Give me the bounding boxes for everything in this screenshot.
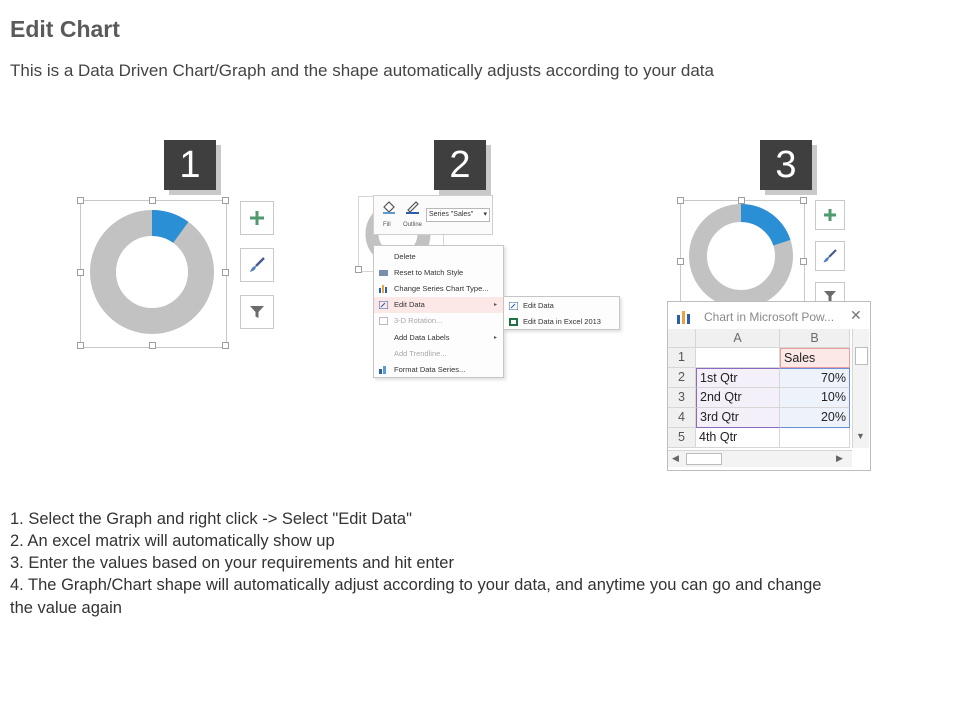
brush-icon xyxy=(822,248,838,264)
menu-item-label: Add Data Labels xyxy=(394,333,450,342)
brush-icon xyxy=(248,256,266,274)
resize-handle[interactable] xyxy=(222,197,229,204)
resize-handle[interactable] xyxy=(800,258,807,265)
resize-handle[interactable] xyxy=(77,269,84,276)
format-icon xyxy=(379,366,388,374)
menu-item-format-data-series[interactable] xyxy=(374,362,503,378)
format-mini-toolbar xyxy=(373,195,493,235)
menu-item-label: Change Series Chart Type... xyxy=(394,284,489,293)
menu-item-delete[interactable] xyxy=(374,249,503,265)
chevron-right-icon: ▸ xyxy=(493,335,497,341)
menu-item-label: Delete xyxy=(394,252,416,261)
menu-item-add-data-labels[interactable] xyxy=(374,330,503,346)
menu-item-add-trendline[interactable] xyxy=(374,346,503,362)
instruction-line-1: 1. Select the Graph and right click -> Select "Edit Data" xyxy=(10,510,412,528)
cell-b1[interactable]: Sales xyxy=(780,348,850,368)
cell-a1[interactable] xyxy=(696,348,780,368)
column-header-a[interactable]: A xyxy=(696,329,780,348)
menu-item-label: Edit Data in Excel 2013 xyxy=(523,317,601,326)
menu-item-3d-rotation[interactable] xyxy=(374,313,503,329)
corner-cell[interactable] xyxy=(668,329,696,348)
excel-icon xyxy=(509,318,518,326)
scroll-right-icon[interactable]: ▶ xyxy=(836,453,843,463)
resize-handle[interactable] xyxy=(77,342,84,349)
instruction-line-4: 4. The Graph/Chart shape will automatically adjust according to your data, and anytime you can go and change xyxy=(10,576,822,594)
menu-item-change-chart-type[interactable] xyxy=(374,281,503,297)
rotation-icon xyxy=(379,317,388,325)
cell-b2[interactable]: 70% xyxy=(780,368,850,388)
resize-handle[interactable] xyxy=(149,197,156,204)
chart-filters-button[interactable] xyxy=(815,282,845,302)
excel-window-title: Chart in Microsoft Pow... xyxy=(704,310,835,324)
chart-type-icon xyxy=(379,285,388,293)
menu-item-label: Reset to Match Style xyxy=(394,268,464,277)
instruction-line-2: 2. An excel matrix will automatically show up xyxy=(10,532,335,550)
scroll-down-icon[interactable]: ▼ xyxy=(856,431,865,441)
instruction-line-3: 3. Enter the values based on your requirements and hit enter xyxy=(10,554,454,572)
context-menu xyxy=(373,245,504,378)
cell-a2[interactable]: 1st Qtr xyxy=(696,368,780,388)
resize-handle[interactable] xyxy=(677,258,684,265)
close-icon[interactable]: ✕ xyxy=(850,307,862,323)
edit-data-submenu xyxy=(503,296,620,330)
plus-icon xyxy=(249,210,265,226)
menu-item-label: Edit Data xyxy=(523,301,554,310)
donut-ring xyxy=(103,223,201,321)
outline-label: Outline xyxy=(403,222,423,228)
chart-filters-button[interactable] xyxy=(240,295,274,329)
outline-pen-icon[interactable] xyxy=(404,199,422,215)
resize-handle[interactable] xyxy=(222,269,229,276)
edit-data-icon xyxy=(509,302,518,310)
instruction-line-5: the value again xyxy=(10,599,122,617)
menu-item-label: Add Trendline... xyxy=(394,349,447,358)
chart-styles-button[interactable] xyxy=(240,248,274,282)
chart-styles-button[interactable] xyxy=(815,241,845,271)
menu-item-label: Edit Data xyxy=(394,300,425,309)
menu-item-label: Format Data Series... xyxy=(394,365,466,374)
cell-b3[interactable]: 10% xyxy=(780,388,850,408)
edit-data-icon xyxy=(379,301,388,309)
series-dropdown-value: Series "Sales" xyxy=(429,211,474,218)
scroll-left-icon[interactable]: ◀ xyxy=(672,453,679,463)
horizontal-scrollbar[interactable] xyxy=(668,450,852,467)
menu-item-reset-style[interactable] xyxy=(374,265,503,281)
resize-handle[interactable] xyxy=(355,266,362,273)
cell-b5[interactable] xyxy=(780,428,850,448)
excel-data-window xyxy=(667,301,871,471)
step-badge-3: 3 xyxy=(760,140,812,190)
donut-segment-highlight[interactable] xyxy=(741,204,790,245)
submenu-item-edit-data[interactable] xyxy=(504,298,619,314)
donut-chart-3[interactable] xyxy=(686,204,798,301)
chart-bars-icon xyxy=(676,309,694,325)
filter-icon xyxy=(248,303,266,321)
donut-chart-1[interactable] xyxy=(90,210,215,335)
fill-label: Fill xyxy=(383,222,391,228)
column-header-b[interactable]: B xyxy=(780,329,850,348)
chart-elements-button[interactable] xyxy=(815,200,845,230)
scrollbar-thumb[interactable] xyxy=(686,453,722,465)
cell-b4[interactable]: 20% xyxy=(780,408,850,428)
row-header[interactable]: 4 xyxy=(668,408,696,428)
row-header[interactable]: 5 xyxy=(668,428,696,448)
series-dropdown[interactable] xyxy=(426,208,490,222)
cell-a3[interactable]: 2nd Qtr xyxy=(696,388,780,408)
resize-handle[interactable] xyxy=(677,197,684,204)
row-header[interactable]: 2 xyxy=(668,368,696,388)
row-header[interactable]: 3 xyxy=(668,388,696,408)
chart-elements-button[interactable] xyxy=(240,201,274,235)
chevron-right-icon: ▸ xyxy=(493,302,497,308)
resize-handle[interactable] xyxy=(222,342,229,349)
page-title: Edit Chart xyxy=(10,16,120,42)
menu-item-edit-data[interactable] xyxy=(374,297,503,313)
resize-handle[interactable] xyxy=(800,197,807,204)
chevron-down-icon: ▾ xyxy=(483,211,487,218)
resize-handle[interactable] xyxy=(149,342,156,349)
submenu-item-edit-in-excel[interactable] xyxy=(504,314,619,330)
step-badge-1: 1 xyxy=(164,140,216,190)
resize-handle[interactable] xyxy=(738,197,745,204)
page-subtitle: This is a Data Driven Chart/Graph and the shape automatically adjusts according to your data xyxy=(10,61,714,80)
cell-a4[interactable]: 3rd Qtr xyxy=(696,408,780,428)
plus-icon xyxy=(823,208,837,222)
resize-handle[interactable] xyxy=(77,197,84,204)
scrollbar-thumb[interactable] xyxy=(855,347,868,365)
row-header[interactable]: 1 xyxy=(668,348,696,368)
step-badge-2: 2 xyxy=(434,140,486,190)
reset-icon xyxy=(379,269,388,277)
fill-bucket-icon[interactable] xyxy=(381,199,397,215)
cell-a5[interactable]: 4th Qtr xyxy=(696,428,780,448)
menu-item-label: 3-D Rotation... xyxy=(394,316,443,325)
vertical-scrollbar[interactable] xyxy=(852,329,869,448)
